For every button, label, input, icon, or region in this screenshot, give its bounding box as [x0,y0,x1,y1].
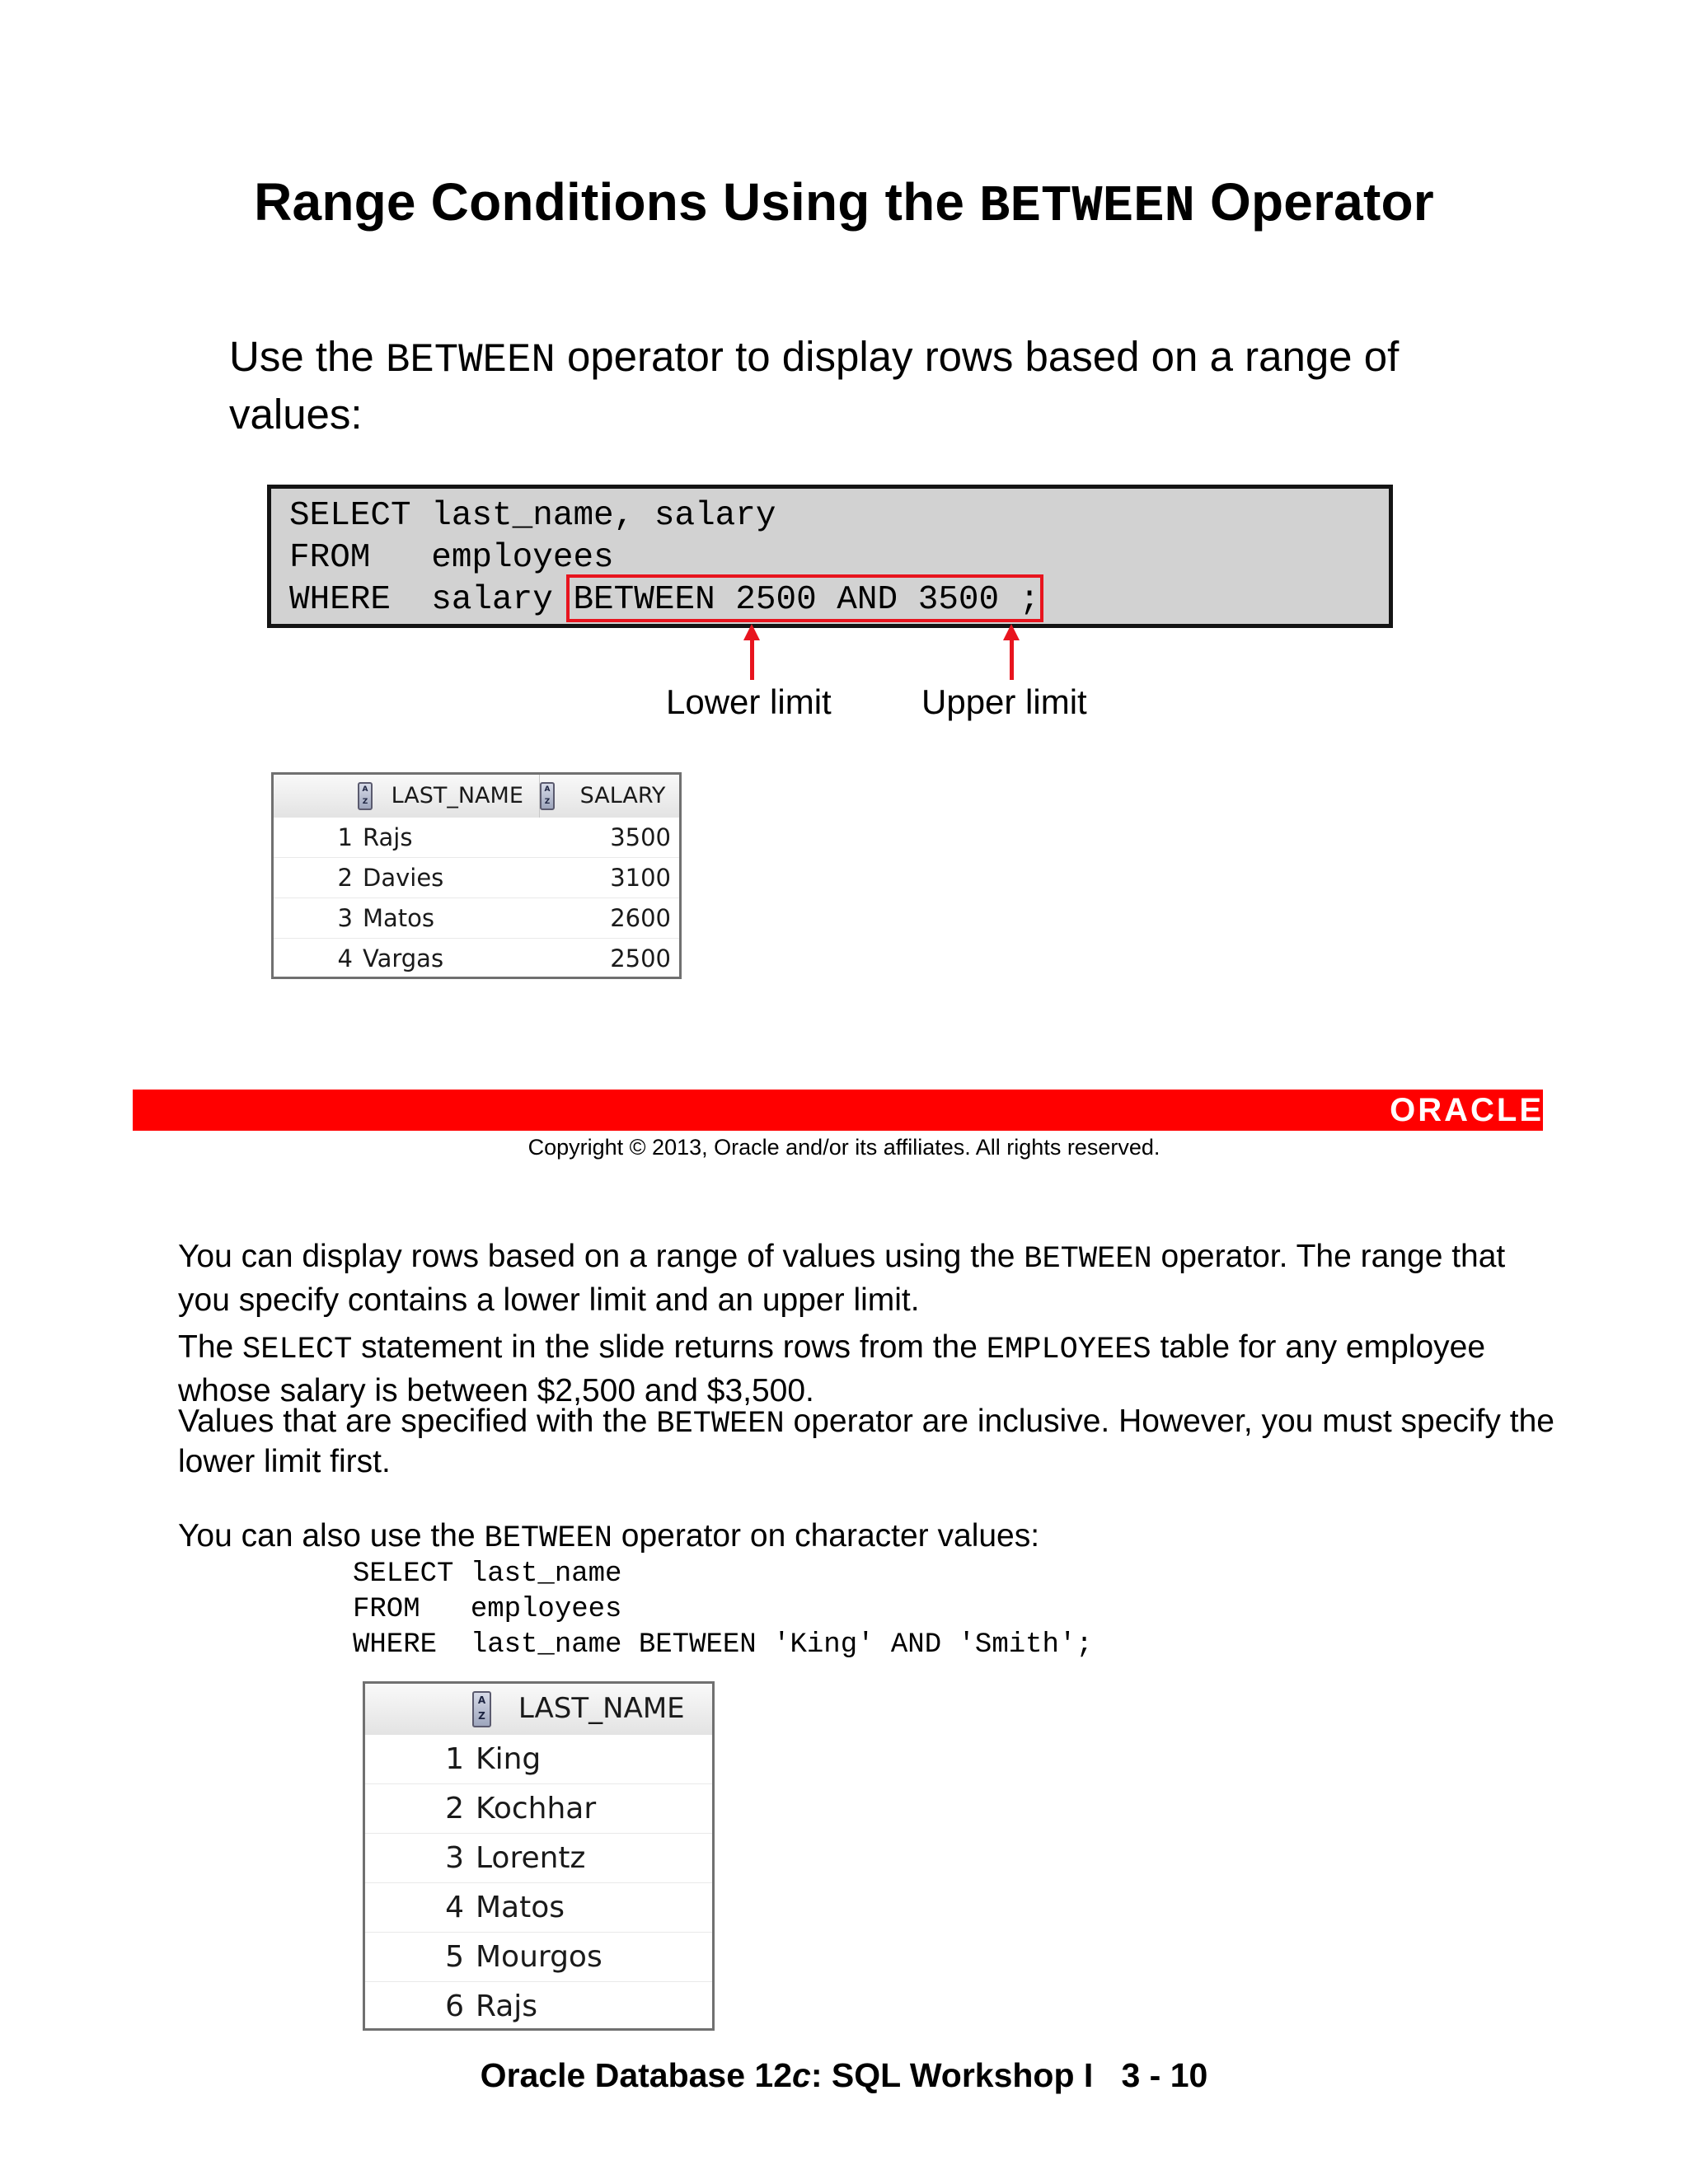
upper-limit-label: Upper limit [921,682,1087,721]
note-code-line-where: WHERE last_name BETWEEN 'King' AND 'Smith'; [353,1629,1093,1661]
table-row[interactable]: 6 Rajs [445,1990,538,2023]
lower-limit-label: Lower limit [666,682,832,721]
page-footer: Oracle Database 12c: SQL Workshop I 3 - 10 [480,2056,1208,2094]
note-code-line-select: SELECT last_name [353,1558,622,1590]
note-code-line-from: FROM employees [353,1594,622,1625]
slide-title: Range Conditions Using the BETWEEN Operator [254,172,1434,236]
intro-code: BETWEEN [385,337,556,383]
table-row[interactable]: 3 Lorentz [365,1834,712,1883]
title-code: BETWEEN [979,177,1196,236]
sort-icon: A Z [358,782,373,810]
sort-icon: A Z [540,782,555,810]
result-grid-salary [271,772,682,979]
note-paragraph-4: You can also use the BETWEEN operator on character values: [178,1518,1040,1556]
column-header-salary[interactable]: A Z SALARY [540,775,680,818]
table-row[interactable]: 2 Davies 3100 [274,858,679,898]
result-grid-last-name [363,1681,715,2031]
oracle-logo: ORACLE [1390,1092,1544,1128]
between-highlight-box [566,574,1043,622]
upper-limit-arrow [1010,639,1014,680]
upper-limit-arrow-head [1003,624,1020,640]
table-row[interactable]: 3 Matos 2600 [274,898,679,939]
table-row[interactable]: 2 Kochhar [365,1784,712,1834]
lower-limit-arrow-head [743,624,760,640]
note-paragraph-2: The SELECT statement in the slide returns rows from the EMPLOYEES table for any employee whose salary is between $2,500 and $3,500. [178,1329,1486,1408]
table-row[interactable]: 5 Mourgos [365,1933,712,1982]
table-row[interactable]: 1 King [365,1735,712,1784]
sort-icon: A Z [472,1691,491,1727]
copyright-text: Copyright © 2013, Oracle and/or its affiliates. All rights reserved. [528,1135,1160,1160]
table-row[interactable]: 4 Matos [365,1883,712,1933]
code-line-where: WHERE salary BETWEEN 2500 AND 3500 ; [289,581,1040,619]
table-row[interactable]: 4 Vargas 2500 [337,944,671,972]
table-row[interactable]: 1 Rajs 3500 [274,818,679,858]
column-header-last-name[interactable]: A Z LAST_NAME [358,775,540,818]
code-line-from: FROM employees [289,539,614,577]
code-line-select: SELECT last_name, salary [289,497,776,535]
lower-limit-arrow [750,639,754,680]
slide-intro: Use the BETWEEN operator to display rows based on a range of values: [229,333,1400,438]
note-paragraph-1: You can display rows based on a range of values using the BETWEEN operator. The range that you specify contains a lower limit and an upper limit. [178,1239,1506,1318]
footer-red-bar [133,1090,1543,1131]
note-paragraph-3: Values that are specified with the BETWEEN operator are inclusive. However, you must specify the lower limit first. [178,1404,1554,1479]
column-header-last-name[interactable]: A Z LAST_NAME [472,1684,712,1735]
